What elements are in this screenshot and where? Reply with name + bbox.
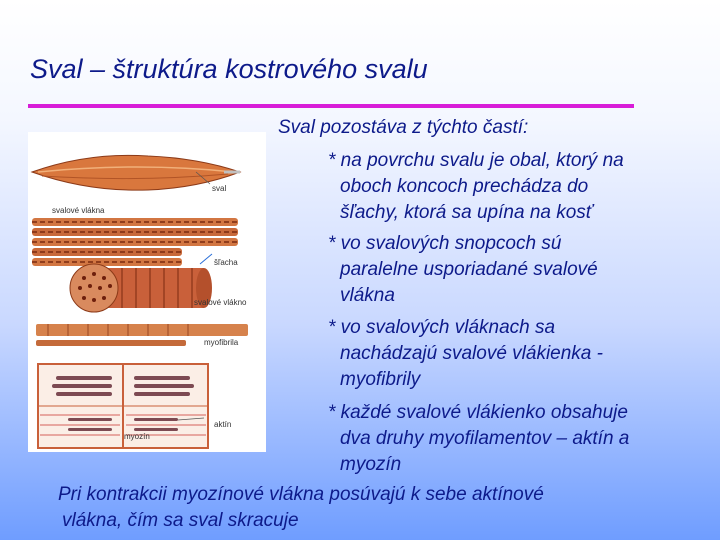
bullet-line: šľachy, ktorá sa upína na kosť xyxy=(340,202,593,223)
title-divider xyxy=(28,104,634,108)
bullet-item xyxy=(328,315,603,393)
bullet-line: myozín xyxy=(340,454,402,475)
bullet-line: paralelne usporiadané svalové xyxy=(340,259,598,280)
conclusion-line: vlákna, čím sa sval skracuje xyxy=(62,510,299,531)
bullet-line: nachádzajú svalové vlákienka - xyxy=(340,343,603,364)
bullet-item xyxy=(328,400,629,478)
bullet-first-line: * na povrchu svalu je obal, ktorý na xyxy=(328,150,624,171)
intro-text: Sval pozostáva z týchto častí: xyxy=(278,117,529,138)
label-svalove-vlakna: svalové vlákna xyxy=(52,206,105,215)
bullet-line: vlákna xyxy=(340,285,395,306)
label-myofibrila: myofibrila xyxy=(204,338,239,347)
fiber-bundle-rows xyxy=(32,218,238,266)
sarcomere-frame xyxy=(38,364,208,448)
bullet-item xyxy=(328,148,624,226)
bullet-line: oboch koncoch prechádza do xyxy=(340,176,589,197)
bullet-first-line: * každé svalové vlákienko obsahuje xyxy=(328,402,628,423)
label-myozin: myozín xyxy=(124,432,150,441)
conclusion-text xyxy=(58,482,544,534)
label-svalove-vlakno: svalové vlákno xyxy=(194,298,247,307)
label-sliacha: šľacha xyxy=(214,258,238,267)
bullet-line: myofibrily xyxy=(340,369,421,390)
bullet-first-line: * vo svalových vláknach sa xyxy=(328,317,556,338)
bullet-first-line: * vo svalových snopcoch sú xyxy=(328,233,562,254)
conclusion-line: Pri kontrakcii myozínové vlákna posúvajú k sebe aktínové xyxy=(58,484,544,505)
label-aktin: aktín xyxy=(214,420,232,429)
bullet-item xyxy=(328,231,598,309)
label-sval: sval xyxy=(212,184,227,193)
muscle-spindle xyxy=(32,155,240,190)
muscle-diagram xyxy=(28,132,266,452)
bullet-line: dva druhy myofilamentov – aktín a xyxy=(340,428,630,449)
muscle-structure-figure xyxy=(28,132,266,452)
slide-title: Sval – štruktúra kostrového svalu xyxy=(30,54,428,84)
